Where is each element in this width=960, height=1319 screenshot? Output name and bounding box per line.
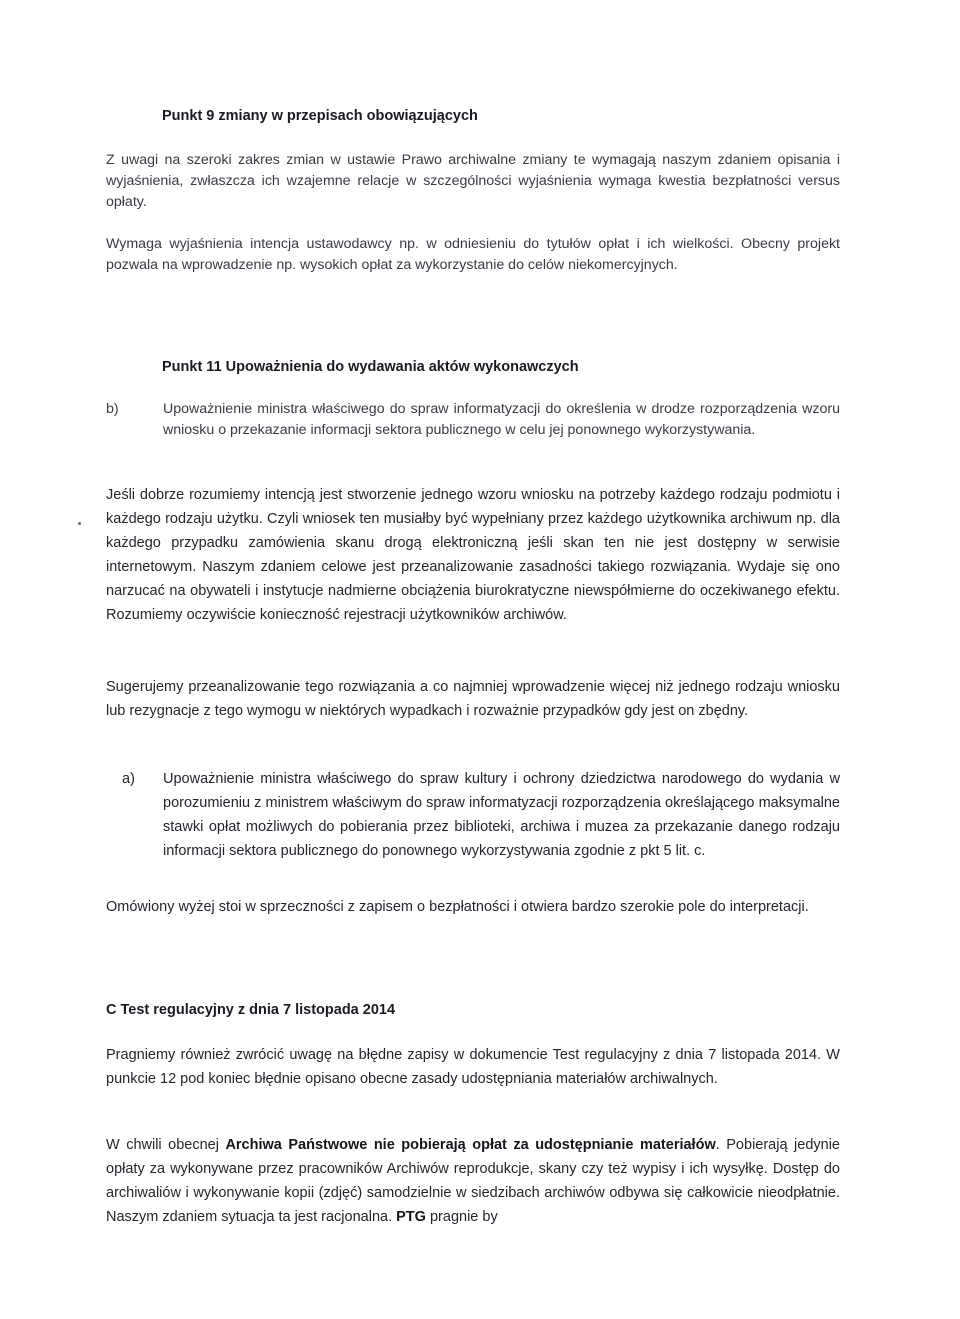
- scan-speck: [78, 522, 81, 525]
- paragraph: Sugerujemy przeanalizowanie tego rozwiązania a co najmniej wprowadzenie więcej niż jednego rodzaju wniosku lub rezygnacje z tego wymogu w niektórych wypadkach i rozważnie przypadków gdy jest on zbędny.: [106, 679, 840, 719]
- paragraph: Jeśli dobrze rozumiemy intencją jest stworzenie jednego wzoru wniosku na potrzeby każdego rodzaju podmiotu i każdego rodzaju użytku. Czyli wniosek ten musiałby być wypełniany przez każdego użytkownika archiwum np. dla każdego przypadku zamówienia skanu drogą elektroniczną jeśli skan ten nie jest dostępny w serwisie internetowym. Naszym zdaniem celowe jest przeanalizowanie zasadności takiego rozwiązania. Wydaje się ono narzucać na obywateli i instytucje nadmierne obciążenia biurokratyczne niewspółmierne do oczekiwanego efektu. Rozumiemy oczywiście konieczność rejestracji użytkowników archiwów.: [106, 487, 840, 623]
- list-item-text: Upoważnienie ministra właściwego do spraw kultury i ochrony dziedzictwa narodowego do wydania w porozumieniu z ministrem właściwym do spraw informatyzacji rozporządzenia określającego maksymalne stawki opłat możliwych do pobierania przez biblioteki, archiwa i muzea za przekazanie danego rodzaju informacji sektora publicznego do ponownego wykorzystywania zgodnie z pkt 5 lit. c.: [163, 771, 840, 859]
- section-heading-punkt-11: Punkt 11 Upoważnienia do wydawania aktów wykonawczych: [162, 359, 579, 375]
- section-heading-test-regulacyjny: C Test regulacyjny z dnia 7 listopada 2014: [106, 1002, 396, 1018]
- list-item-a: [122, 767, 840, 863]
- paragraph: [106, 1133, 840, 1229]
- list-item-text: Upoważnienie ministra właściwego do spraw informatyzacji do określenia w drodze rozporządzenia wzoru wniosku o przekazanie informacji sektora publicznego w celu jej ponownego wykorzystywania.: [163, 401, 840, 438]
- text-run: W chwili obecnej: [106, 1137, 226, 1153]
- text-run: pragnie by: [425, 1209, 498, 1225]
- bold-text-run: PTG: [396, 1209, 426, 1225]
- list-item-b: [106, 399, 840, 441]
- paragraph: Wymaga wyjaśnienia intencja ustawodawcy np. w odniesieniu do tytułów opłat i ich wielkości. Obecny projekt pozwala na wprowadzenie np. wysokich opłat za wykorzystanie do celów niekomercyjnych.: [106, 236, 840, 273]
- bold-text-run: Archiwa Państwowe nie pobierają opłat za udostępnianie materiałów: [225, 1137, 716, 1153]
- paragraph: Omówiony wyżej stoi w sprzeczności z zapisem o bezpłatności i otwiera bardzo szerokie pole do interpretacji.: [106, 899, 809, 915]
- list-marker: a): [122, 771, 135, 787]
- paragraph: Pragniemy również zwrócić uwagę na błędne zapisy w dokumencie Test regulacyjny z dnia 7 listopada 2014. W punkcie 12 pod koniec błędnie opisano obecne zasady udostępniania materiałów archiwalnych.: [106, 1047, 840, 1087]
- section-heading-punkt-9: Punkt 9 zmiany w przepisach obowiązujących: [162, 108, 478, 124]
- text-run: . Pobierają jedynie opłaty za wykonywane przez pracowników Archiwów reprodukcje, skany czy też wypisy i ich wysyłkę. Dostęp do archiwaliów i wykonywanie kopii (zdjęć) samodzielnie w siedzibach archiwów odbywa się całkowicie nieodpłatnie. Naszym zdaniem sytuacja ta jest racjonalna.: [106, 1137, 840, 1225]
- paragraph: Z uwagi na szeroki zakres zmian w ustawie Prawo archiwalne zmiany te wymagają naszym zdaniem opisania i wyjaśnienia, zwłaszcza ich wzajemne relacje w szczególności wyjaśnienia wymaga kwestia bezpłatności versus opłaty.: [106, 152, 840, 210]
- list-marker: b): [106, 401, 119, 417]
